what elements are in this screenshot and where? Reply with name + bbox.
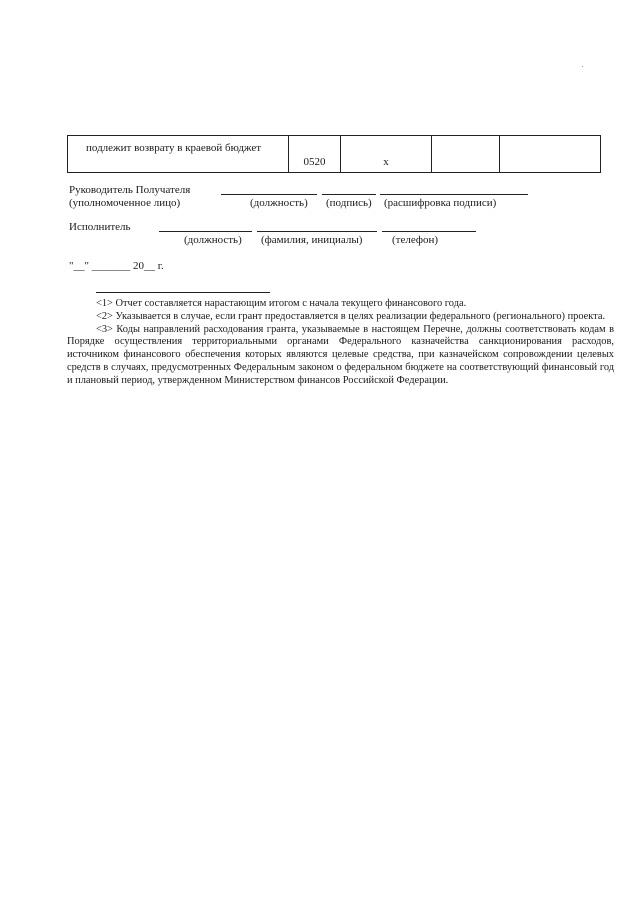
executor-caption-name: (фамилия, инициалы)	[261, 234, 363, 246]
footnote-1: <1> Отчет составляется нарастающим итогом с начала текущего финансового года.	[96, 298, 467, 309]
footnote-2: <2> Указывается в случае, если грант предоставляется в целях реализации федерального (регионального) проекта.	[96, 310, 606, 322]
row-code-cell: 0520	[289, 136, 341, 173]
executor-caption-position: (должность)	[184, 234, 242, 246]
executor-name-line	[257, 231, 377, 232]
signature-line	[322, 194, 376, 195]
head-caption-decoding: (расшифровка подписи)	[384, 197, 497, 209]
head-caption-position: (должность)	[250, 197, 308, 209]
row-label-cell: подлежит возврату в краевой бюджет	[68, 136, 289, 173]
executor-position-line	[159, 231, 252, 232]
date-line: "__" _______ 20__ г.	[69, 260, 164, 272]
table-row	[68, 136, 601, 173]
footnote-separator	[96, 292, 270, 293]
scan-speck	[582, 66, 583, 67]
empty-cell	[432, 136, 500, 173]
footnotes	[67, 298, 614, 388]
executor-label: Исполнитель	[69, 221, 131, 233]
executor-phone-line	[382, 231, 476, 232]
decoding-line	[380, 194, 528, 195]
head-sublabel: (уполномоченное лицо)	[69, 197, 181, 209]
empty-cell	[500, 136, 601, 173]
executor-caption-phone: (телефон)	[392, 234, 439, 246]
report-table-fragment	[67, 135, 601, 173]
footnote-3: <3> Коды направлений расходования гранта, указываемые в настоящем Перечне, должны соответствовать кодам в Порядке осуществления территориальными органами Федерального казначейства санкционирования расходов, источником финансового обеспечения которых являются целевые средства, при казначейском сопровождении целевых средств в случаях, предусмотренных Федеральным законом о федеральном бюджете на соответствующий финансовый год и плановый период, утвержденном Министерством финансов Российской Федерации.	[67, 323, 614, 386]
head-caption-signature: (подпись)	[326, 197, 372, 209]
position-line	[221, 194, 317, 195]
head-label: Руководитель Получателя	[69, 184, 191, 196]
row-mark-cell: x	[341, 136, 432, 173]
